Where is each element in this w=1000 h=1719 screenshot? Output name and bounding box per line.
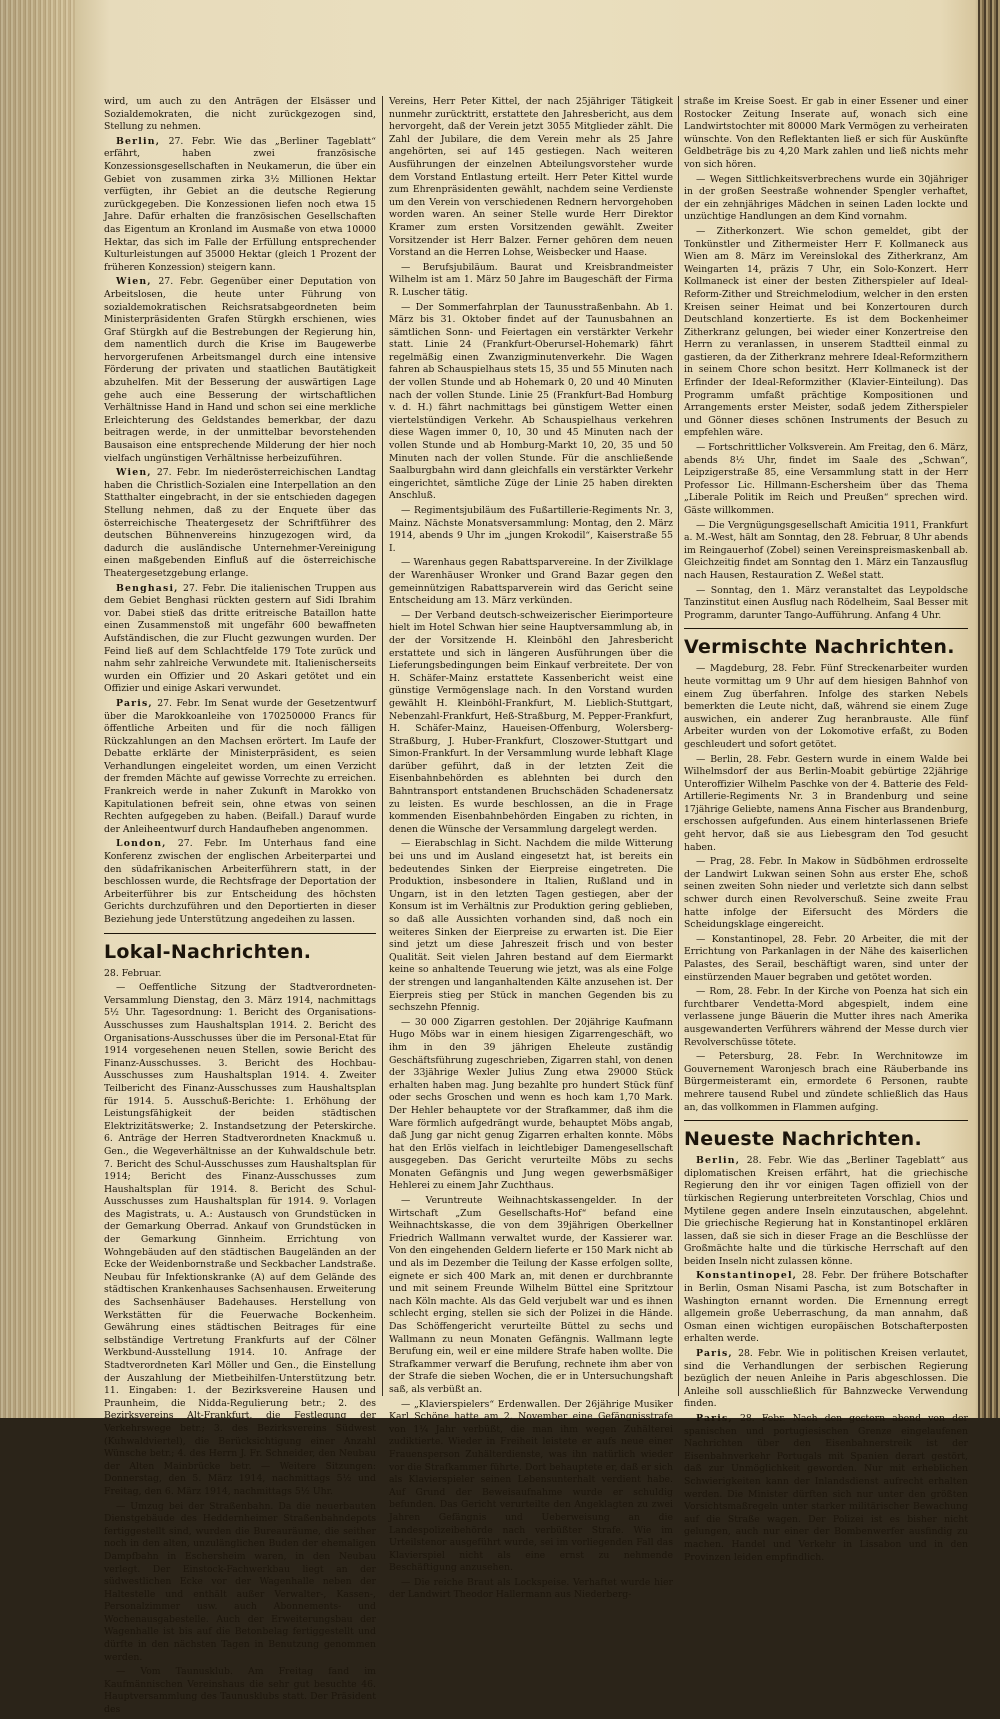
paragraph-text: straße im Kreise Soest. Er gab in einer Essener und einer Rostocker Zeitung Inserate auf, wonach sich eine Landwirtstochter mit 80000 Mark Vermögen zu verheiraten wünschte. Von den Reflektanten ließ er sich für Auskünfte Geldbeträge bis zu 4,20 Mark zahlen und ließ nichts mehr von sich hören. (684, 96, 968, 170)
page-edge (978, 0, 1000, 1418)
paragraph-text: wird, um auch zu den Anträgen der Elsässer und Sozialdemokraten, die nicht zurückgezogen sind, Stellung zu nehmen. (104, 96, 376, 133)
dateline: Berlin, (696, 1155, 741, 1167)
article-paragraph (389, 838, 673, 1014)
article-paragraph (389, 1017, 673, 1193)
paragraph-text: 27. Febr. Die italienischen Truppen aus dem Gebiet Benghasi rückten gestern auf Sidi Ibrahim vor. Dabei stieß das dritte eritreische Bataillon hatte einen Zusammenstoß mit ungefähr 600 bewaffneten Aufständischen, die zur Flucht gezwungen wurden. Der Feind ließ auf dem Schlachtfelde 179 Tote zurück und nahm sehr zahlreiche Verwundete mit. Italienischerseits wurden ein Offizier und 20 Askari getötet und ein Offizier und einige Askari verwundet. (104, 582, 376, 695)
paragraph-text: — Warenhaus gegen Rabattsparvereine. In der Zivilklage der Warenhäuser Wronker und Grand Bazar gegen den gemeinnützigen Rabattsparverein wird das Gericht seine Entscheidung am 13. März verkünden. (389, 557, 673, 607)
article-paragraph (684, 520, 968, 583)
column-rule (382, 96, 383, 1396)
article-paragraph (684, 1270, 968, 1346)
paragraph-text: — Wegen Sittlichkeitsverbrechens wurde ein 30jähriger in der großen Seestraße wohnender Spengler verhaftet, der ein zehnjähriges Mädchen in seinen Laden lockte und unzüchtige Handlungen an dem Kind vornahm. (684, 173, 968, 223)
paragraph-text: 28. Febr. Nach den gestern abend von der spanischen und portugiesischen Grenze eingelaufenen Nachrichten über den Eisenbahnerstreik ist der Eisenbahnverkehr Portugals mit Spanien derart gestört, daß zur Unmöglichkeit geworden. Nur mit erheblichen Schwierigkeiten kann der Inlandsdienst aufrecht erhalten werden. Die Minister dürften sich nur unter den größten Vorsichtsmaßregeln unter starker militärischer Bewachung auf die Straße wagen. Der Polizei ist es bisher nicht gelungen, auch nur einer der Bombenwerfer ausfindig zu machen. Handel und Verkehr in Lissabon und in den Provinzen leiden empfindlich. (684, 1413, 968, 1563)
dateline: Paris, (696, 1413, 733, 1424)
article-paragraph (684, 174, 968, 224)
dateline: Berlin, (116, 135, 161, 147)
paragraph-text: — Rom, 28. Febr. In der Kirche von Poenza hat sich ein furchtbarer Vendetta-Mord abgespielt, indem eine verlassene junge Bäuerin die Mutter ihres nach Amerika ausgewanderten Verführers während der Messe durch vier Revolverschüsse tötete. (684, 986, 968, 1048)
article-paragraph (389, 96, 673, 260)
paragraph-text: — Vom Taunusklub. Am Freitag fand im Kaufmännischen Vereinshaus die sehr gut besuchte 46. Hauptversammlung des Taunusklubs statt. Der Präsident des (104, 1666, 376, 1716)
article-paragraph (389, 505, 673, 555)
article-paragraph (389, 1195, 673, 1397)
article-paragraph (389, 557, 673, 607)
article-paragraph (684, 663, 968, 751)
paragraph-text: — Sonntag, den 1. März veranstaltet das Leypoldsche Tanzinstitut einen Ausflug nach Rödelheim, Saal Besser mit Programm, darunter Tango-Aufführung. Anfang 4 Uhr. (684, 584, 968, 621)
article-paragraph (684, 1413, 968, 1564)
paragraph-text: 27. Febr. Im Senat wurde der Gesetzentwurf über die Marokkoanleihe von 170250000 Francs für öffentliche Arbeiten und für die noch fälligen Rückzahlungen an den Machsen erörtert. Im Laufe der Debatte erklärte der Ministerpräsident, es seien Verhandlungen eingeleitet worden, um einen Verzicht der fremden Mächte auf gewisse Vorrechte zu erreichen. Frankreich werde in naher Zukunft in Marokko von Kapitulationen befreit sein, ohne etwas von seinen Rechten aufgegeben zu haben. (Beifall.) Darauf wurde der Anleiheentwurf durch Handaufheben angenommen. (104, 697, 376, 835)
article-paragraph (684, 226, 968, 440)
paragraph-text: — Veruntreute Weihnachtskassengelder. In der Wirtschaft „Zum Gesellschafts-Hof“ befand eine Weihnachtskasse, die von dem 39jährigen Oberkellner Friedrich Wallmann verwaltet wurde, der Kassierer war. Von den eingehenden Geldern lieferte er 150 Mark nicht ab und als im Dezember die Teilung der Kasse erfolgen sollte, eignete er sich 400 Mark an, mit denen er durchbrannte und mit seinem Freunde Wilhelm Büttel eine Spritztour nach Köln machte. Als das Geld verjubelt war und es ihnen schlecht erging, stellen sie sich der Polizei in die Hände. Das Schöffengericht verurteilte Büttel zu sechs und Wallmann zu neun Monaten Gefängnis. Wallmann legte Berufung ein, weil er eine mildere Strafe haben wollte. Die Strafkammer verwarf die Berufung, rechnete ihm aber von der Strafe die sieben Wochen, die er in Untersuchungshaft saß, als verbüßt an. (389, 1195, 673, 1395)
article-paragraph (104, 467, 376, 580)
article-paragraph (389, 262, 673, 300)
paragraph-text: — Konstantinopel, 28. Febr. 20 Arbeiter, die mit der Errichtung von Parkanlagen in der Nähe des kaiserlichen Palastes, des Serail, beschäftigt waren, sind unter der einstürzenden Mauer begraben und getötet worden. (684, 933, 968, 983)
article-paragraph (104, 982, 376, 1498)
paragraph-text: 27. Febr. Im Unterhaus fand eine Konferenz zwischen der englischen Arbeiterpartei und den südafrikanischen Arbeiterführern statt, in der beschlossen wurde, die Rechtsfrage der Deportation der Arbeiterführer bis zur Entscheidung des höchsten Gerichts durchzuführen und den Deportierten in dieser Beziehung jede Unterstützung angedeihen zu lassen. (104, 838, 376, 925)
paragraph-text: 28. Febr. Wie in politischen Kreisen verlautet, sind die Verhandlungen der serbischen Regierung bezüglich der neuen Anleihe in Paris abgeschlossen. Die Anleihe soll ausschließlich für Bahnzwecke Verwendung finden. (684, 1348, 968, 1410)
article-paragraph (104, 838, 376, 926)
dateline: Wien, (116, 467, 152, 479)
article-paragraph (104, 1666, 376, 1716)
paragraph-text: 27. Febr. Gegenüber einer Deputation von Arbeitslosen, die heute unter Führung von sozialdemokratischen Reichsratsabgeordneten beim Ministerpräsidenten Grafen Stürgkh erschienen, wies Graf Stürgkh auf die Bestrebungen der Regierung hin, dem namentlich durch die Krise im Baugewerbe hervorgerufenen Arbeitsmangel durch eine intensive Förderung der privaten und staatlichen Bautätigkeit abzuhelfen. Mit der Besserung der auswärtigen Lage gehe auch eine Besserung der wirtschaftlichen Verhältnisse Hand in Hand und schon sei eine merkliche Erleichterung des Geldstandes bemerkbar, der dazu beitragen werde, in der unmittelbar bevorstehenden Bausaison eine entsprechende Milderung der hier noch vielfach ungünstigen Verhältnisse herbeizuführen. (104, 276, 376, 464)
book-binding (0, 0, 75, 1418)
paragraph-text: — Die Vergnügungsgesellschaft Amicitia 1911, Frankfurt a. M.-West, hält am Sonntag, den 28. Februar, 8 Uhr abends im Reingauerhof (Zobel) seinen Vereinspreismaskenball ab. Gleichzeitig findet am Sonntag den 1. März ein Tanzausflug nach Hausen, Restauration Z. Weßel statt. (684, 519, 968, 581)
dateline: Paris, (116, 697, 153, 709)
dateline: Paris, (696, 1348, 733, 1360)
section-date: 28. Februar. (104, 967, 162, 979)
dateline: Benghasi, (116, 582, 179, 594)
column-1 (104, 96, 376, 1719)
paragraph-text: — Prag, 28. Febr. In Makow in Südböhmen erdrosselte der Landwirt Lukwan seinen Sohn aus erster Ehe, schoß seinen zweiten Sohn nieder und verletzte sich dann selbst schwer durch einen Revolverschuß. Seine zweite Frau hatte infolge der Eifersucht des Mörders die Scheidungsklage eingereicht. (684, 856, 968, 931)
paragraph-text: — Eierabschlag in Sicht. Nachdem die milde Witterung bei uns und im Ausland eingesetzt hat, ist bereits ein bedeutendes Sinken der Eierpreise eingetreten. Die Produktion, insbesondere in Italien, Rußland und in Ungarn, ist in den letzten Tagen gestiegen, aber der Konsum ist im Verhältnis zur Produktion gering geblieben, so daß alle Aussichten vorhanden sind, daß noch ein weiteres Sinken der Eierpreise zu erwarten ist. Die Eier sind jetzt um diese Jahreszeit frisch und von bester Qualität. Seit vielen Jahren bestand auf dem Eiermarkt keine so anhaltende Teuerung wie jetzt, was als eine Folge der strengen und langanhaltenden Kälte anzusehen ist. Der Eierpreis stieg per Stück in manchen Gegenden bis zu sechszehn Pfennig. (389, 838, 673, 1014)
article-paragraph (684, 1051, 968, 1114)
paragraph-text: 28. Febr. Wie das „Berliner Tageblatt“ aus diplomatischen Kreisen erfährt, hat die griechische Regierung den ihr vor einigen Tagen offiziell von der türkischen Regierung unterbreiteten Vorschlag, Chios und Mytilene gegen andere Inseln einzutauschen, abgelehnt. Die griechische Regierung hat in Konstantinopel erklären lassen, daß sie sich in dieser Frage an die Beschlüsse der Großmächte halte und die türkische Herrschaft auf den beiden Inseln nicht zulassen könne. (684, 1155, 968, 1267)
article-paragraph (104, 96, 376, 134)
paragraph-text: — 30 000 Zigarren gestohlen. Der 20jährige Kaufmann Hugo Möbs war in einem hiesigen Zigarrengeschäft, wo ihm in den 39 jährigen Eheleute zuständig Geschäftsführung zugeschrieben, Zigarren stahl, von denen der 33jährige Wexler Julius Zung etwa 29000 Stück erhalten haben mag. Jung bezahlte pro hundert Stück fünf oder sechs Groschen und wenn es hoch kam 1,70 Mark. Der Hehler behauptete vor der Strafkammer, daß ihm die Ware förmlich aufgedrängt wurde, behauptet Möbs angab, daß Jung gar nicht genug Zigarren erhalten konnte. Möbs hat den Erlös vielfach in leichtlebiger Damengesellschaft ausgegeben. Das Gericht verurteilte Möbs zu sechs Monaten Gefängnis und Jung wegen gewerbsmäßiger Hehlerei zu einem Jahr Zuchthaus. (389, 1016, 673, 1192)
paragraph-text: — Petersburg, 28. Febr. In Werchnitowze im Gouvernement Waronjesch brach eine Räuberbande ins Bürgermeisteramt ein, ermordete 6 Personen, raubte mehrere tausend Rubel und zündete schließlich das Haus an, das vollkommen in Flammen aufging. (684, 1051, 968, 1113)
article-paragraph (104, 136, 376, 275)
article-paragraph (684, 442, 968, 518)
article-paragraph (389, 1399, 673, 1575)
paragraph-text: — „Klavierspielers“ Erdenwallen. Der 26jährige Musiker Karl Schöne hatte am 2. November eine Gefängnisstrafe von 1¼ Jahr verbüßt, die man ihm wegen Zuhälterei zudiktierte. Wieder in Freiheit leistete er aufs neue einer Frauensperson Zuhälterdienste, was ihn natürlich wieder vor die Strafkammer führte. Dort behauptete er, daß er sich als Klavierspieler seinen Lebensunterhalt verdient habe. Auf Grund der Beweisaufnahme wurde er schuldig befunden. Das Gericht verurteilte den Angeklagten zu zwei Jahren Gefängnis und Ueberweisung an die Landespolizeibehörde nach verbüßter Strafe. Wie im Urteilstenor ausgeführt wurde, sei im vorliegenden Fall das Klavierspiel nicht als eine ernst zu nehmende Beschäftigung anzusehen. (389, 1398, 673, 1574)
dateline: London, (116, 838, 167, 850)
article-paragraph (104, 1501, 376, 1665)
section-title-lokal: Lokal-Nachrichten. (104, 933, 376, 964)
paragraph-text: 27. Febr. Wie das „Berliner Tageblatt“ erfährt, haben zwei französische Konzessionsgesellschaften in Neukamerun, die über ein Gebiet von zusammen zirka 3½ Millionen Hektar verfügten, ihr Gebiet an die deutsche Regierung zurückgegeben. Die Konzessionen liefen noch etwa 15 Jahre. Dafür erhalten die französischen Gesellschaften das Eigentum an Kronland im Ausmaße von etwa 10000 Hektar, das sich im Falle der Erfüllung entsprechender Kulturleistungen auf 35000 Hektar (gleich 1 Prozent der früheren Konzession) steigern kann. (104, 135, 376, 273)
paragraph-text: Vereins, Herr Peter Kittel, der nach 25jähriger Tätigkeit nunmehr zurücktritt, erstattete den Jahresbericht, aus dem hervorgeht, daß der Verein jetzt 3055 Mitglieder zählt. Die Zahl der Jubilare, die dem Verein mehr als 25 Jahre angehörten, sei auf 145 gestiegen. Nach weiteren Ausführungen der einzelnen Abteilungsvorsteher wurde dem Vorstand Entlastung erteilt. Herr Peter Kittel wurde zum Ehrenpräsidenten gewählt, nachdem seine Verdienste um den Verein von verschiedenen Rednern hervorgehoben worden waren. An seiner Stelle wurde Herr Direktor Kramer zum ersten Vorsitzenden gewählt. Zweiter Vorsitzender ist Herr Balzer. Ferner gehören dem neuen Vorstand an die Herren Lohse, Weisbecker und Haase. (389, 96, 673, 259)
paragraph-text: — Zitherkonzert. Wie schon gemeldet, gibt der Tonkünstler und Zithermeister Herr F. Kollmaneck aus Wien am 8. März im Vereinslokal des Zitherkranz, Am Weingarten 14, präzis 7 Uhr, ein Solo-Konzert. Herr Kollmaneck ist einer der besten Zitherspieler auf Ideal-Reform-Zither und Streichmelodium, welcher in den ersten Kreisen seiner Heimat und bei Konzertouren durch Deutschland konzertierte. Es ist dem Bockenheimer Zitherkranz gelungen, bei wieder einer Konzertreise den Herrn zu veranlassen, in unserem Stadtteil einmal zu gastieren, da der Zitherkranz mehrere Ideal-Reformzithern in seinem Chore schon besitzt. Herr Kollmaneck ist der Erfinder der Ideal-Reformzither (Klavier-Einteilung). Das Programm umfaßt prächtige Kompositionen und Arrangements erster Meister, sodaß jedem Zitherspieler und Gönner dieses schönen Instruments der Besuch zu empfehlen wäre. (684, 225, 968, 439)
article-paragraph (389, 610, 673, 837)
paragraph-text: — Berlin, 28. Febr. Gestern wurde in einem Walde bei Wilhelmsdorf der aus Berlin-Moabit gebürtige 22jährige Unteroffizier Wilhelm Paschke von der 4. Batterie des Feld-Artillerie-Regiments Nr. 3 in Brandenburg und seine 17jährige Geliebte, namens Anna Fischer aus Brandenburg, erschossen aufgefunden. Aus einem hinterlassenen Briefe geht hervor, daß sie aus Liebesgram den Tod gesucht haben. (684, 753, 968, 853)
paragraph-text: — Oeffentliche Sitzung der Stadtverordneten-Versammlung Dienstag, den 3. März 1914, nachmittags 5½ Uhr. Tagesordnung: 1. Bericht des Organisations-Ausschusses zum Haushaltsplan 1914. 2. Bericht des Organisations-Ausschusses über die im Personal-Etat für 1914 vorgesehenen neuen Stellen, sowie Bericht des Finanz-Ausschusses. 3. Bericht des Hochbau-Ausschusses zum Haushaltsplan 1914. 4. Zweiter Teilbericht des Finanz-Ausschusses zum Haushaltsplan für 1914. 5. Ausschuß-Berichte: 1. Erhöhung der Leistungsfähigkeit der beiden städtischen Elektrizitätswerke; 2. Instandsetzung der Peterskirche. 6. Anträge der Herren Stadtverordneten Knackmuß u. Gen., die Wegeverhältnisse an der Kuhwaldschule betr. 7. Bericht des Schul-Ausschusses zum Haushaltsplan für 1914; Bericht des Finanz-Ausschusses zum Haushaltsplan für 1914. 8. Bericht des Schul-Ausschusses zum Haushaltsplan für 1914. 9. Vorlagen des Magistrats, u. A.: Austausch von Grundstücken in der Gemarkung Oberrad. Ankauf von Grundstücken in der Gemarkung Ginnheim. Errichtung von Wohngebäuden auf den städtischen Baugeländen an der Ecke der Weidenbornstraße und Seckbacher Landstraße. Neubau für Infektionskranke (A) auf dem Gelände des städtischen Krankenhauses Sachsenhausen. Erweiterung des Sachsenhäuser Badehauses. Herstellung von Werkstätten für die Feuerwache Bockenheim. Gewährung eines städtischen Beitrages für eine selbständige Vertretung Frankfurts auf der Cölner Werkbund-Ausstellung 1914. 10. Anfrage der Stadtverordneten Karl Möller und Gen., die Einstellung der Auszahlung der Mietbeihilfen-Unterstützung betr. 11. Eingaben: 1. der Bezirksvereine Hausen und Praunheim, die Nidda-Regulierung betr.; 2. des Bezirksvereins Alt-Frankfurt, die Festlegung der Verkehrswege betr.; 3. des Bezirksvereins Südwest (Kuhwaldviertel), die Berücksichtigung einer Anzahl Wünsche betr.; 4. des Herrn J. Fr. Schneider, den Neubau der Alten Mainbrücke betr. — Weitere Sitzungen: Donnerstag, den 5. März 1914, nachmittags 5½ und Freitag, den 6. März 1914, nachmittags 5½ Uhr. (104, 982, 376, 1497)
article-paragraph (684, 934, 968, 984)
article-paragraph (104, 276, 376, 465)
column-3 (684, 96, 968, 1566)
article-paragraph (684, 1348, 968, 1411)
paragraph-text: 28. Febr. Der frühere Botschafter in Berlin, Osman Nisami Pascha, ist zum Botschafter in Washington ernannt worden. Die Ernennung erregt allgemein große Ueberraschung, da man annahm, daß Osman einen wichtigen europäischen Botschafterposten erhalten werde. (684, 1270, 968, 1345)
paragraph-text: — Die reiche Braut als Lockspeise. Verhaftet wurde hier der Landwirt Theodor Hallermann aus Niederberg- (389, 1576, 673, 1601)
dateline: Wien, (116, 276, 152, 288)
paragraph-text: — Magdeburg, 28. Febr. Fünf Streckenarbeiter wurden heute vormittag um 9 Uhr auf dem hiesigen Bahnhof von einem Zug überfahren. Infolge des starken Nebels bemerkten die Leute nicht, daß, während sie einem Zuge auswichen, ein anderer Zug heranbrauste. Alle fünf Arbeiter wurden von der Lokomotive erfaßt, zu Boden geschleudert und sofort getötet. (684, 663, 968, 750)
section-title-neueste: Neueste Nachrichten. (684, 1120, 968, 1151)
paragraph-text: — Umzug bei der Straßenbahn. Da die neuerbauten Dienstgebäude des Heddernheimer Straßenbahndepots fertiggestellt sind, wurden die Bureauräume, die seither noch in den alten, unzulänglichen Buden der ehemaligen Dampfbahn in Eschersheim waren, in den Neubau verlegt. Der Einstock-Fachwerkbau liegt an der südwestlichen Ecke vor der Wagenhalle neben der Haltestelle und enthält außer Verwalter-, Kassen-, Personalzimmer usw. auch Abonnements- und Wochenausgabestelle. Auch der Erweiterungsbau der Wagenhalle ist bis auf die Betonbelag fertiggestellt und dürfte in den nächsten Tagen in Benutzung genommen werden. (104, 1500, 376, 1663)
article-paragraph (684, 1155, 968, 1268)
article-paragraph (104, 698, 376, 837)
article-paragraph (684, 986, 968, 1049)
paragraph-text: 27. Febr. Im niederösterreichischen Landtag haben die Christlich-Sozialen eine Interpellation an den Statthalter eingebracht, in der sie entschieden dagegen Stellung nehmen, daß zu der Enquete über das österreichische Theatergesetz der Schriftführer des deutschen Bühnenvereins hinzugezogen wird, da dadurch die ausländische Unternehmer-Vereinigung einen maßgebenden Einfluß auf die österreichische Theatergesetzgebung erlange. (104, 467, 376, 579)
paragraph-text: — Regimentsjubiläum des Fußartillerie-Regiments Nr. 3, Mainz. Nächste Monatsversammlung: Montag, den 2. März 1914, abends 9 Uhr im „jungen Krokodil“, Kaiserstraße 55 I. (389, 505, 673, 554)
paragraph-text: — Der Verband deutsch-schweizerischer Eierimporteure hielt im Hotel Schwan hier seine Hauptversammlung ab, in der der Vorsitzende H. Kleinböhl den Jahresbericht erstattete und sich in längeren Ausführungen über die Lieferungsbedingungen beim Einkauf verbreitete. Der von H. Schäfer-Mainz erstattete Kassenbericht weist eine günstige Vermögenslage nach. In den Vorstand wurden gewählt H. Kleinböhl-Frankfurt, M. Lieblich-Stuttgart, Nebenzahl-Frankfurt, Heß-Straßburg, M. Pepper-Frankfurt, H. Schäfer-Mainz, Haueisen-Offenburg, Wolersberg-Straßburg, J. Huber-Frankfurt, Closzower-Stuttgart und Simon-Frankfurt. In der Versammlung wurde lebhaft Klage darüber geführt, daß in der letzten Zeit die Eisenbahnbehörden es ablehnten bei durch den Bahntransport entstandenen Bruchschäden Schadenersatz zu leisten. Es wurde beschlossen, an die in Frage kommenden Eisenbahnbehörden Eingaben zu richten, in denen die Wünsche der Versammlung dargelegt werden. (389, 609, 673, 835)
article-paragraph (684, 585, 968, 623)
section-title-vermischtes: Vermischte Nachrichten. (684, 628, 968, 659)
dateline: Konstantinopel, (696, 1270, 798, 1282)
article-paragraph (104, 583, 376, 696)
column-2 (389, 96, 673, 1604)
paragraph-text: — Berufsjubiläum. Baurat und Kreisbrandmeister Wilhelm ist am 1. März 50 Jahre im Baugeschäft der Firma R. Luscher tätig. (389, 261, 673, 298)
column-rule (678, 96, 679, 1396)
article-paragraph (389, 302, 673, 504)
paragraph-text: — Fortschrittlicher Volksverein. Am Freitag, den 6. März, abends 8½ Uhr, findet im Saale des „Schwan“, Leipzigerstraße 85, eine Versammlung statt in der Herr Professor Lic. Hillmann-Eschersheim über das Thema „Liberale Politik im Reich und Preußen“ sprechen wird. Gäste willkommen. (684, 442, 968, 516)
article-paragraph (684, 856, 968, 932)
article-paragraph (684, 96, 968, 172)
article-paragraph (684, 754, 968, 855)
paragraph-text: — Der Sommerfahrplan der Taunusstraßenbahn. Ab 1. März bis 31. Oktober findet auf der Taunusbahnen an sämtlichen Sonn- und Feiertagen ein verstärkter Verkehr statt. Linie 24 (Frankfurt-Oberursel-Hohemark) fährt regelmäßig einen Zwanzigminutenverkehr. Die Wagen fahren ab Schauspielhaus stets 15, 35 und 55 Minuten nach der vollen Stunde und ab Hohemark 0, 20 und 40 Minuten nach der vollen Stunde. Linie 25 (Frankfurt-Bad Homburg v. d. H.) fährt nachmittags bei günstigem Wetter einen viertelstündigen Verkehr. Ab Schauspielhaus verkehren diese Wagen immer 0, 10, 30 und 45 Minuten nach der vollen Stunde und ab Homburg-Markt 10, 20, 35 und 50 Minuten nach der vollen Stunde. Für die anschließende Saalburgbahn wird dann gleichfalls ein verstärkter Verkehr eingerichtet, sämtliche Züge der Linie 25 haben direkten Anschluß. (389, 301, 673, 502)
article-paragraph (389, 1577, 673, 1602)
